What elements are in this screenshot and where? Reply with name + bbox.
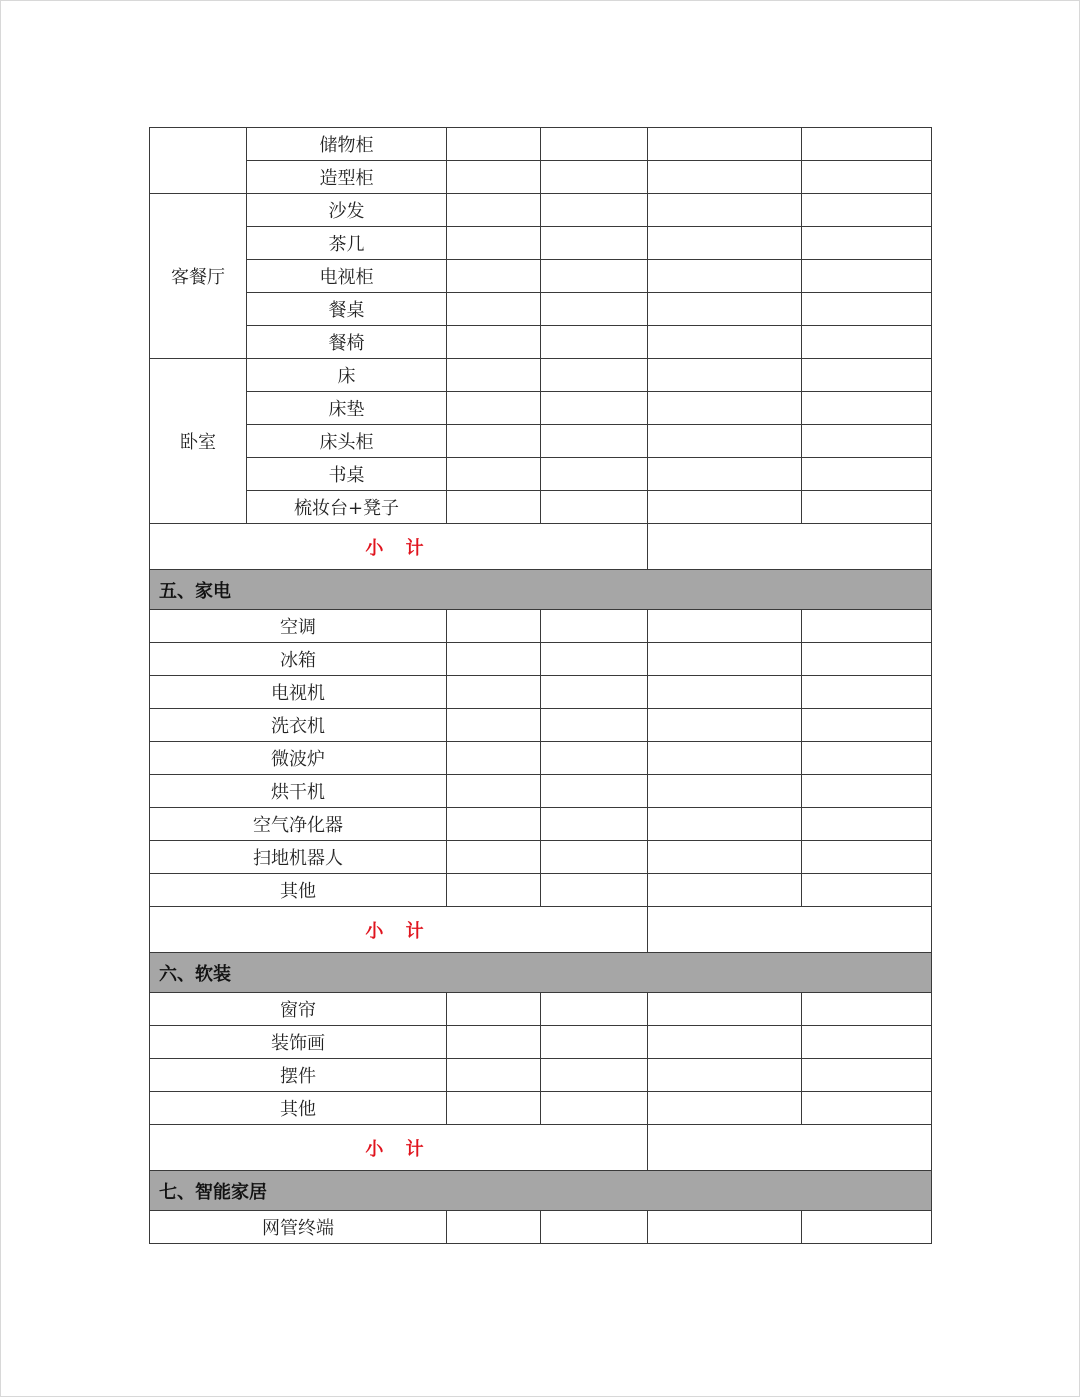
input-cell[interactable] (802, 808, 932, 841)
input-cell[interactable] (802, 742, 932, 775)
table-row (150, 610, 932, 643)
table-row (150, 1211, 932, 1244)
input-cell[interactable] (802, 709, 932, 742)
input-cell[interactable] (447, 359, 541, 392)
item-name-cell: 装饰画 (150, 1026, 447, 1059)
input-cell[interactable] (802, 993, 932, 1026)
input-cell[interactable] (541, 1092, 648, 1125)
input-cell[interactable] (447, 392, 541, 425)
input-cell[interactable] (802, 676, 932, 709)
room-cell (150, 128, 247, 194)
input-cell[interactable] (802, 841, 932, 874)
input-cell[interactable] (447, 194, 541, 227)
subtotal-row (150, 524, 932, 570)
input-cell[interactable] (802, 326, 932, 359)
item-name-cell: 窗帘 (150, 993, 447, 1026)
input-cell[interactable] (648, 775, 802, 808)
item-name-cell: 微波炉 (150, 742, 447, 775)
input-cell[interactable] (648, 425, 802, 458)
item-name-cell: 烘干机 (150, 775, 447, 808)
input-cell[interactable] (648, 227, 802, 260)
input-cell[interactable] (802, 1059, 932, 1092)
table-row (150, 458, 932, 491)
input-cell[interactable] (447, 874, 541, 907)
input-cell[interactable] (648, 458, 802, 491)
table-row (150, 194, 932, 227)
input-cell[interactable] (541, 425, 648, 458)
item-name-cell: 洗衣机 (150, 709, 447, 742)
input-cell[interactable] (648, 1026, 802, 1059)
input-cell[interactable] (541, 610, 648, 643)
room-cell-bedroom: 卧室 (150, 359, 247, 524)
table-row (150, 808, 932, 841)
table-row (150, 392, 932, 425)
item-name-cell: 梳妆台+凳子 (247, 491, 447, 524)
input-cell[interactable] (541, 874, 648, 907)
item-name-cell: 餐桌 (247, 293, 447, 326)
input-cell[interactable] (447, 293, 541, 326)
input-cell[interactable] (648, 610, 802, 643)
input-cell[interactable] (447, 326, 541, 359)
input-cell[interactable] (541, 676, 648, 709)
input-cell[interactable] (541, 458, 648, 491)
input-cell[interactable] (648, 260, 802, 293)
item-name-cell: 其他 (150, 874, 447, 907)
input-cell[interactable] (447, 775, 541, 808)
input-cell[interactable] (802, 458, 932, 491)
table-row (150, 227, 932, 260)
input-cell[interactable] (648, 359, 802, 392)
input-cell[interactable] (648, 676, 802, 709)
item-name-cell: 沙发 (247, 194, 447, 227)
input-cell[interactable] (541, 128, 648, 161)
input-cell[interactable] (648, 874, 802, 907)
input-cell[interactable] (541, 1211, 648, 1244)
input-cell[interactable] (447, 227, 541, 260)
item-name-cell: 餐椅 (247, 326, 447, 359)
input-cell[interactable] (802, 610, 932, 643)
section-header-row (150, 1171, 932, 1211)
table-row (150, 326, 932, 359)
table-row (150, 874, 932, 907)
table-row (150, 260, 932, 293)
input-cell[interactable] (802, 1211, 932, 1244)
input-cell[interactable] (648, 1059, 802, 1092)
input-cell[interactable] (447, 1092, 541, 1125)
item-name-cell: 茶几 (247, 227, 447, 260)
table-row (150, 425, 932, 458)
input-cell[interactable] (648, 128, 802, 161)
input-cell[interactable] (447, 491, 541, 524)
input-cell[interactable] (447, 841, 541, 874)
item-name-cell: 空调 (150, 610, 447, 643)
input-cell[interactable] (802, 425, 932, 458)
room-cell-living: 客餐厅 (150, 194, 247, 359)
input-cell[interactable] (802, 491, 932, 524)
input-cell[interactable] (802, 392, 932, 425)
table-row (150, 1059, 932, 1092)
subtotal-value-cell[interactable] (648, 1125, 932, 1171)
item-name-cell: 冰箱 (150, 643, 447, 676)
table-row (150, 1026, 932, 1059)
item-name-cell: 储物柜 (247, 128, 447, 161)
input-cell[interactable] (648, 1211, 802, 1244)
input-cell[interactable] (541, 808, 648, 841)
input-cell[interactable] (541, 709, 648, 742)
input-cell[interactable] (648, 841, 802, 874)
input-cell[interactable] (541, 643, 648, 676)
input-cell[interactable] (541, 326, 648, 359)
input-cell[interactable] (648, 161, 802, 194)
item-name-cell: 扫地机器人 (150, 841, 447, 874)
input-cell[interactable] (648, 293, 802, 326)
input-cell[interactable] (541, 742, 648, 775)
input-cell[interactable] (541, 1059, 648, 1092)
table-row (150, 293, 932, 326)
subtotal-row (150, 1125, 932, 1171)
input-cell[interactable] (648, 709, 802, 742)
table-row (150, 128, 932, 161)
table-row (150, 359, 932, 392)
input-cell[interactable] (648, 1092, 802, 1125)
input-cell[interactable] (648, 392, 802, 425)
input-cell[interactable] (802, 775, 932, 808)
input-cell[interactable] (648, 643, 802, 676)
input-cell[interactable] (447, 1026, 541, 1059)
input-cell[interactable] (802, 359, 932, 392)
table-row (150, 491, 932, 524)
input-cell[interactable] (802, 293, 932, 326)
table-row (150, 161, 932, 194)
input-cell[interactable] (648, 491, 802, 524)
input-cell[interactable] (447, 709, 541, 742)
subtotal-label: 小 计 (150, 1125, 648, 1171)
input-cell[interactable] (802, 194, 932, 227)
input-cell[interactable] (802, 128, 932, 161)
input-cell[interactable] (447, 610, 541, 643)
input-cell[interactable] (541, 775, 648, 808)
input-cell[interactable] (541, 841, 648, 874)
input-cell[interactable] (541, 1026, 648, 1059)
item-name-cell: 其他 (150, 1092, 447, 1125)
item-name-cell: 摆件 (150, 1059, 447, 1092)
item-name-cell: 床头柜 (247, 425, 447, 458)
input-cell[interactable] (447, 1059, 541, 1092)
item-name-cell: 空气净化器 (150, 808, 447, 841)
input-cell[interactable] (541, 260, 648, 293)
input-cell[interactable] (541, 161, 648, 194)
item-name-cell: 床 (247, 359, 447, 392)
input-cell[interactable] (802, 1092, 932, 1125)
input-cell[interactable] (447, 676, 541, 709)
subtotal-value-cell[interactable] (648, 524, 932, 570)
input-cell[interactable] (447, 1211, 541, 1244)
input-cell[interactable] (541, 227, 648, 260)
input-cell[interactable] (802, 874, 932, 907)
input-cell[interactable] (541, 491, 648, 524)
input-cell[interactable] (648, 742, 802, 775)
table-row (150, 643, 932, 676)
input-cell[interactable] (447, 993, 541, 1026)
item-name-cell: 网管终端 (150, 1211, 447, 1244)
table-row (150, 709, 932, 742)
subtotal-row (150, 907, 932, 953)
input-cell[interactable] (447, 425, 541, 458)
input-cell[interactable] (541, 359, 648, 392)
input-cell[interactable] (541, 993, 648, 1026)
input-cell[interactable] (648, 808, 802, 841)
input-cell[interactable] (648, 326, 802, 359)
input-cell[interactable] (541, 194, 648, 227)
table-row (150, 1092, 932, 1125)
input-cell[interactable] (648, 194, 802, 227)
table-row (150, 993, 932, 1026)
input-cell[interactable] (447, 458, 541, 491)
table-row (150, 676, 932, 709)
input-cell[interactable] (802, 227, 932, 260)
table-row (150, 775, 932, 808)
item-name-cell: 电视柜 (247, 260, 447, 293)
table-row (150, 742, 932, 775)
input-cell[interactable] (447, 128, 541, 161)
input-cell[interactable] (447, 742, 541, 775)
input-cell[interactable] (802, 643, 932, 676)
input-cell[interactable] (447, 643, 541, 676)
input-cell[interactable] (447, 161, 541, 194)
item-name-cell: 造型柜 (247, 161, 447, 194)
subtotal-label: 小 计 (150, 524, 648, 570)
subtotal-label: 小 计 (150, 907, 648, 953)
input-cell[interactable] (541, 392, 648, 425)
subtotal-value-cell[interactable] (648, 907, 932, 953)
table-row (150, 841, 932, 874)
input-cell[interactable] (802, 161, 932, 194)
item-name-cell: 书桌 (247, 458, 447, 491)
section-header-row (150, 570, 932, 610)
input-cell[interactable] (802, 260, 932, 293)
item-name-cell: 床垫 (247, 392, 447, 425)
item-name-cell: 电视机 (150, 676, 447, 709)
section-header-row (150, 953, 932, 993)
input-cell[interactable] (802, 1026, 932, 1059)
section-title: 七、智能家居 (150, 1171, 932, 1211)
input-cell[interactable] (541, 293, 648, 326)
budget-table (149, 127, 932, 1244)
input-cell[interactable] (447, 260, 541, 293)
input-cell[interactable] (648, 993, 802, 1026)
section-title: 六、软装 (150, 953, 932, 993)
input-cell[interactable] (447, 808, 541, 841)
section-title: 五、家电 (150, 570, 932, 610)
